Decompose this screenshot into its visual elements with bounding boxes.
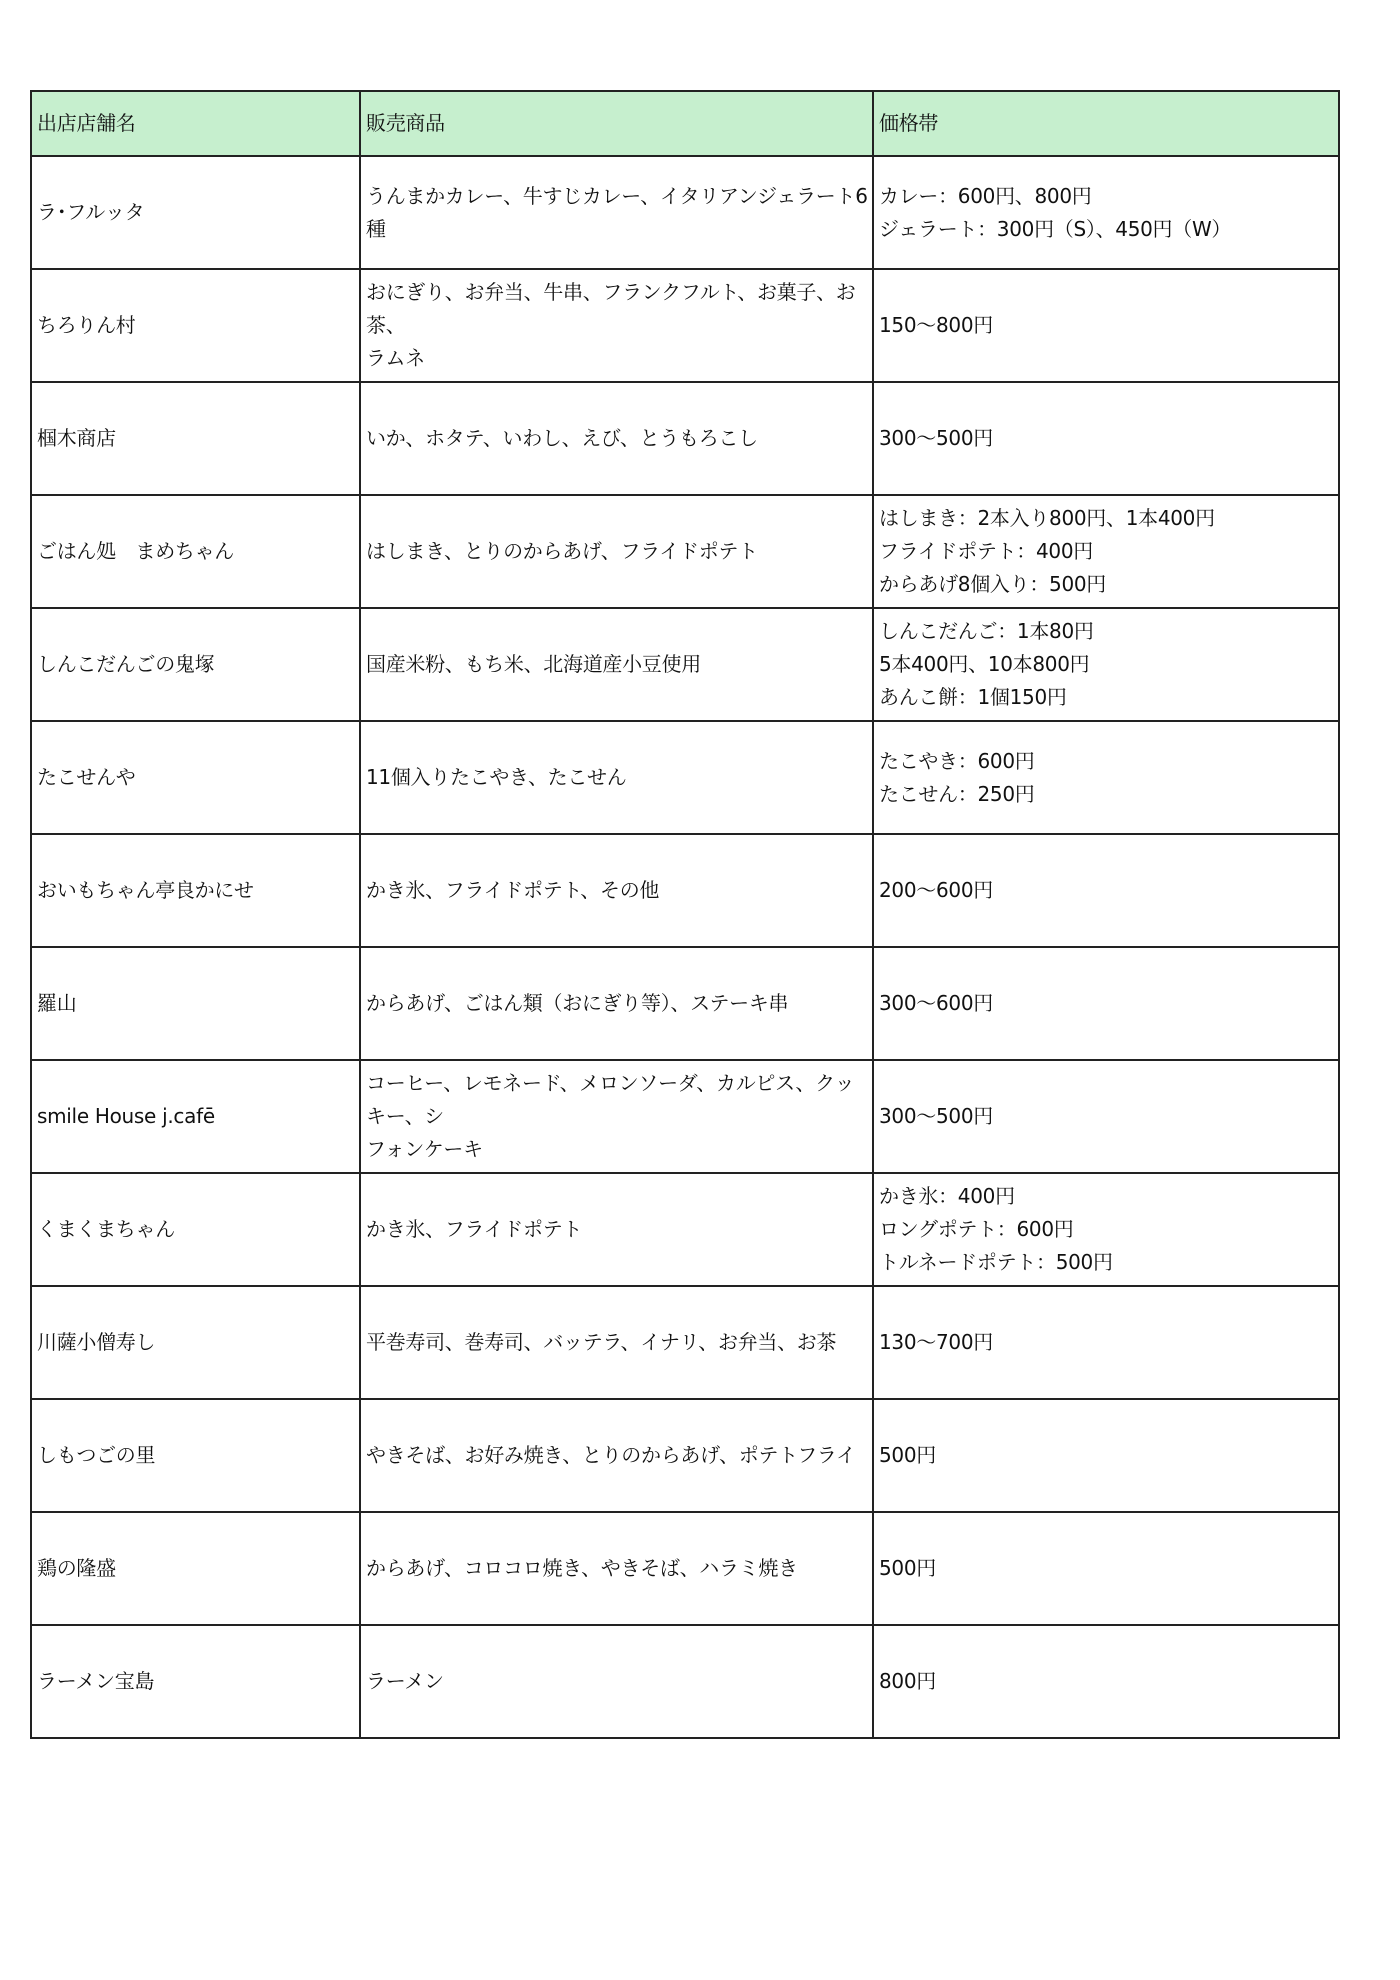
vendor-table [30, 90, 1340, 1739]
shop-name-cell: しもつごの里 [31, 1399, 360, 1512]
table-row [31, 1625, 1339, 1738]
shop-name-cell: たこせんや [31, 721, 360, 834]
table-row [31, 947, 1339, 1060]
table-header [31, 91, 1339, 156]
shop-name-cell: ちろりん村 [31, 269, 360, 382]
shop-name-cell: 鶏の隆盛 [31, 1512, 360, 1625]
table-body [31, 156, 1339, 1738]
price-cell: はしまき：2本入り800円、1本400円 フライドポテト：400円 からあげ8個入り：500円 [873, 495, 1339, 608]
price-cell: 500円 [873, 1399, 1339, 1512]
products-cell: うんまかカレー、牛すじカレー、イタリアンジェラート6種 [360, 156, 873, 269]
shop-name-cell: 椢木商店 [31, 382, 360, 495]
shop-name-cell: しんこだんごの鬼塚 [31, 608, 360, 721]
table-row [31, 721, 1339, 834]
table-row [31, 1060, 1339, 1173]
table-header-row [31, 91, 1339, 156]
products-cell: 国産米粉、もち米、北海道産小豆使用 [360, 608, 873, 721]
price-cell: かき氷：400円 ロングポテト：600円 トルネードポテト：500円 [873, 1173, 1339, 1286]
price-cell: カレー：600円、800円 ジェラート：300円（S）、450円（W） [873, 156, 1339, 269]
table-row [31, 495, 1339, 608]
table-row [31, 1399, 1339, 1512]
price-cell: 800円 [873, 1625, 1339, 1738]
table-row [31, 382, 1339, 495]
table-row [31, 1512, 1339, 1625]
products-cell: いか、ホタテ、いわし、えび、とうもろこし [360, 382, 873, 495]
products-cell: かき氷、フライドポテト [360, 1173, 873, 1286]
header-shop-name: 出店店舗名 [31, 91, 360, 156]
products-cell: やきそば、お好み焼き、とりのからあげ、ポテトフライ [360, 1399, 873, 1512]
price-cell: たこやき：600円 たこせん：250円 [873, 721, 1339, 834]
shop-name-cell: ごはん処 まめちゃん [31, 495, 360, 608]
header-price-range: 価格帯 [873, 91, 1339, 156]
price-cell: 130～700円 [873, 1286, 1339, 1399]
table-row [31, 269, 1339, 382]
header-products: 販売商品 [360, 91, 873, 156]
price-cell: 200～600円 [873, 834, 1339, 947]
products-cell: かき氷、フライドポテト、その他 [360, 834, 873, 947]
price-cell: 300～600円 [873, 947, 1339, 1060]
table-row [31, 1286, 1339, 1399]
shop-name-cell: 羅山 [31, 947, 360, 1060]
table-row [31, 1173, 1339, 1286]
price-cell: しんこだんご：1本80円 5本400円、10本800円 あんこ餅：1個150円 [873, 608, 1339, 721]
products-cell: ラーメン [360, 1625, 873, 1738]
table-row [31, 608, 1339, 721]
price-cell: 300～500円 [873, 1060, 1339, 1173]
products-cell: からあげ、ごはん類（おにぎり等）、ステーキ串 [360, 947, 873, 1060]
shop-name-cell: ラーメン宝島 [31, 1625, 360, 1738]
products-cell: 平巻寿司、巻寿司、バッテラ、イナリ、お弁当、お茶 [360, 1286, 873, 1399]
shop-name-cell: ラ･フルッタ [31, 156, 360, 269]
table-row [31, 834, 1339, 947]
products-cell: 11個入りたこやき、たこせん [360, 721, 873, 834]
products-cell: からあげ、コロコロ焼き、やきそば、ハラミ焼き [360, 1512, 873, 1625]
shop-name-cell: くまくまちゃん [31, 1173, 360, 1286]
table-row [31, 156, 1339, 269]
shop-name-cell: 川薩小僧寿し [31, 1286, 360, 1399]
products-cell: おにぎり、お弁当、牛串、フランクフルト、お菓子、お茶、 ラムネ [360, 269, 873, 382]
price-cell: 300～500円 [873, 382, 1339, 495]
price-cell: 150～800円 [873, 269, 1339, 382]
products-cell: はしまき、とりのからあげ、フライドポテト [360, 495, 873, 608]
products-cell: コーヒー、レモネード、メロンソーダ、カルピス、クッキー、シ フォンケーキ [360, 1060, 873, 1173]
shop-name-cell: smile House j.cafē [31, 1060, 360, 1173]
shop-name-cell: おいもちゃん亭良かにせ [31, 834, 360, 947]
price-cell: 500円 [873, 1512, 1339, 1625]
